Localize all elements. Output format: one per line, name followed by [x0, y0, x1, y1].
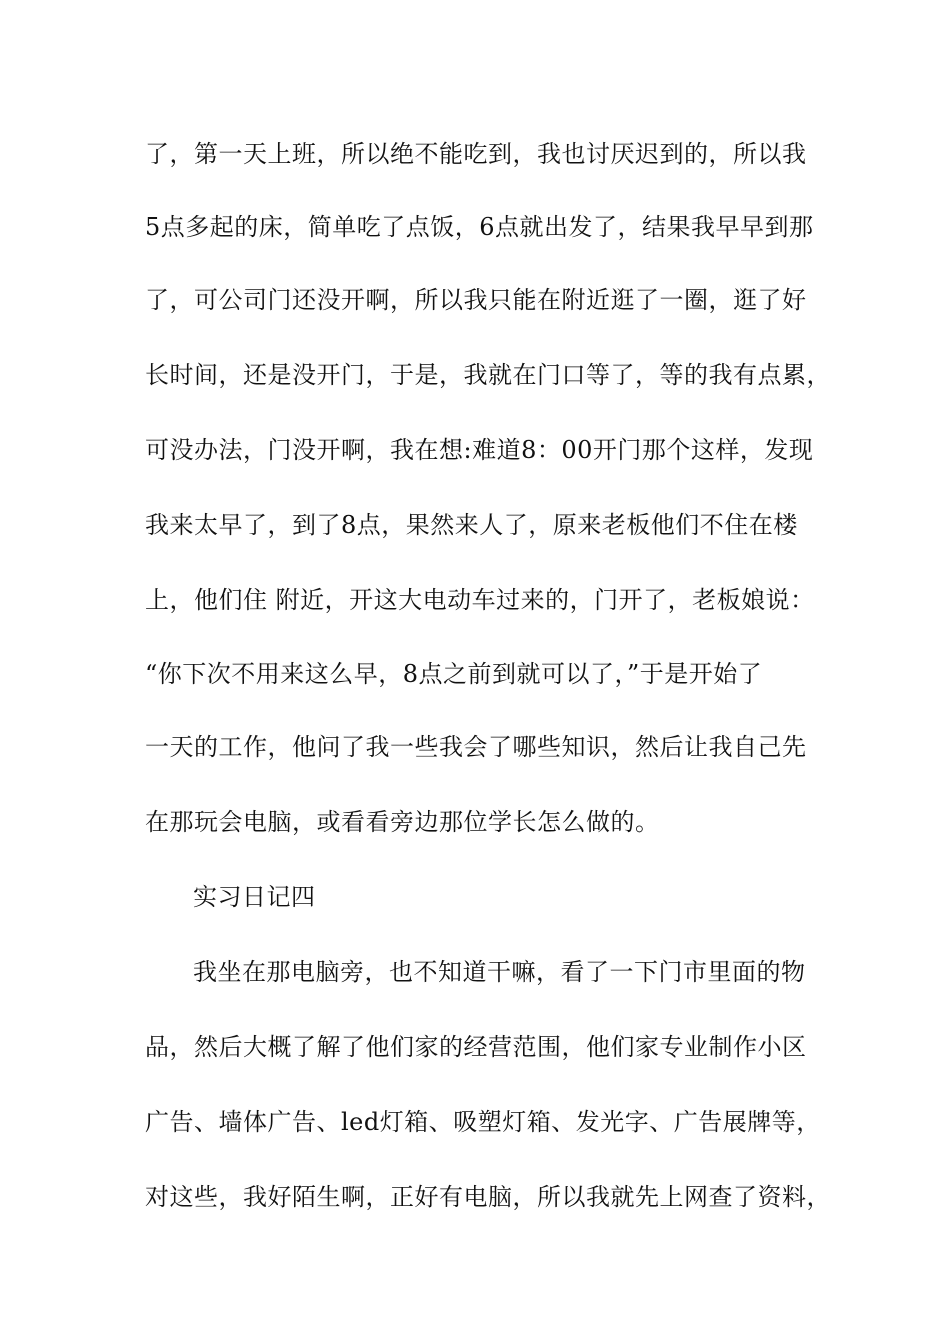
- paragraph-line: 广告、墙体广告、led灯箱、吸塑灯箱、发光字、广告展牌等，: [145, 1108, 821, 1136]
- paragraph-line: 上，他们住 附近，开这大电动车过来的，门开了，老板娘说：: [145, 586, 815, 614]
- paragraph-line: “你下次不用来这么早，8点之前到就可以了，”于是开始了: [145, 660, 763, 688]
- paragraph-line: 我坐在那电脑旁，也不知道干嘛，看了一下门市里面的物: [193, 958, 806, 986]
- paragraph-line: 对这些，我好陌生啊，正好有电脑，所以我就先上网查了资料，: [145, 1183, 831, 1211]
- paragraph-line: 可没办法，门没开啊，我在想:难道8：00开门那个这样，发现: [145, 436, 814, 464]
- paragraph-line: 品，然后大概了解了他们家的经营范围，他们家专业制作小区: [145, 1033, 807, 1061]
- paragraph-line: 在那玩会电脑，或看看旁边那位学长怎么做的。: [145, 808, 660, 836]
- paragraph-line: 一天的工作，他问了我一些我会了哪些知识，然后让我自己先: [145, 733, 807, 761]
- paragraph-line: 长时间，还是没开门，于是，我就在门口等了，等的我有点累，: [145, 361, 831, 389]
- paragraph-line: 了，第一天上班，所以绝不能吃到，我也讨厌迟到的，所以我: [145, 140, 807, 168]
- section-heading: 实习日记四: [193, 883, 316, 911]
- paragraph-line: 5点多起的床，简单吃了点饭，6点就出发了，结果我早早到那: [145, 213, 814, 241]
- paragraph-line: 了，可公司门还没开啊，所以我只能在附近逛了一圈，逛了好: [145, 286, 807, 314]
- paragraph-line: 我来太早了，到了8点，果然来人了，原来老板他们不住在楼: [145, 511, 798, 539]
